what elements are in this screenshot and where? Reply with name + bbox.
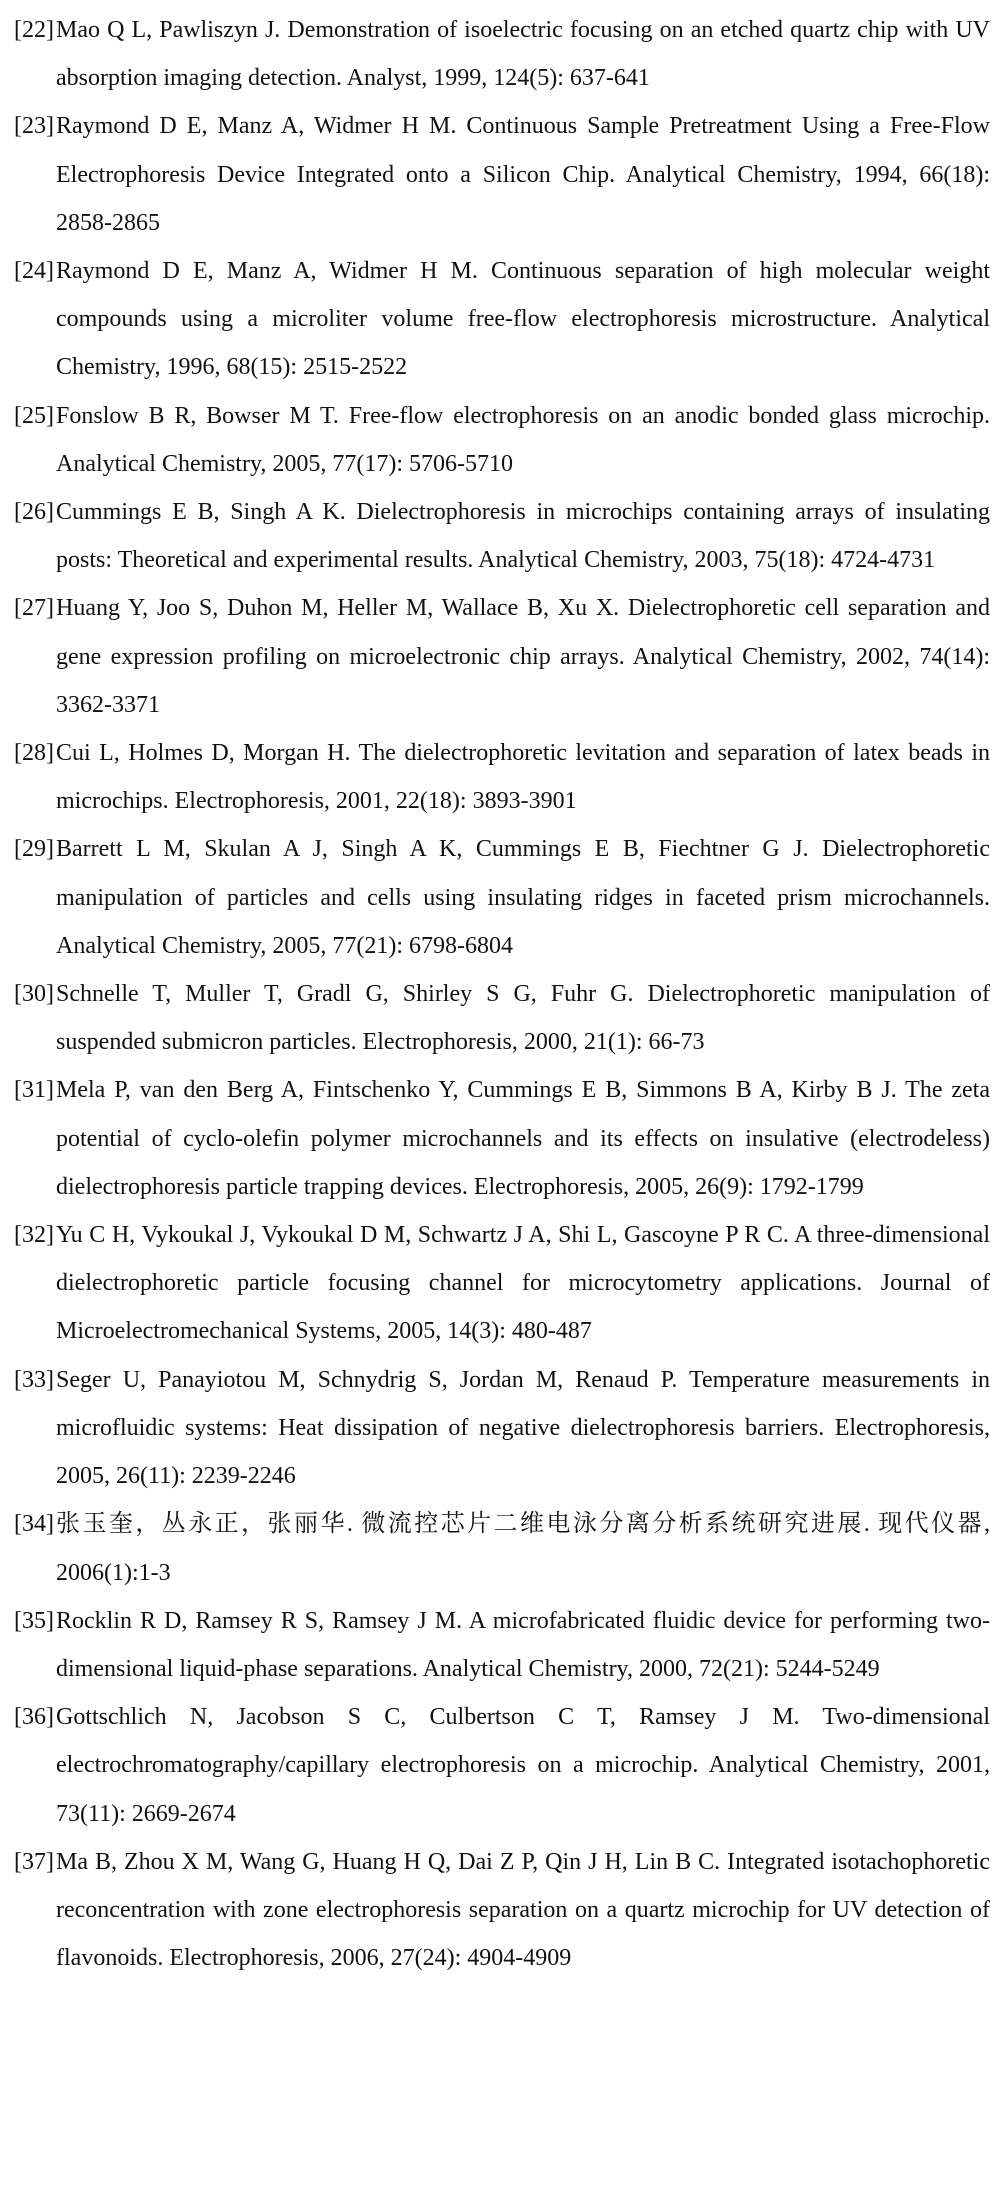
reference-text: Raymond D E, Manz A, Widmer H M. Continuous Sample Pretreatment Using a Free-Flow Electrophoresis Device Integrated onto a Silicon Chip. Analytical Chemistry, 1994, 66(18): 2858-2865 — [56, 113, 990, 236]
reference-text: Schnelle T, Muller T, Gradl G, Shirley S G, Fuhr G. Dielectrophoretic manipulation of suspended submicron particles. Electrophoresis, 2000, 21(1): 66-73 — [56, 981, 990, 1056]
reference-entry — [14, 1356, 990, 1501]
reference-text: Cummings E B, Singh A K. Dielectrophoresis in microchips containing arrays of insulating posts: Theoretical and experimental results. Analytical Chemistry, 2003, 75(18): 4724-4731 — [56, 499, 990, 574]
reference-number: [28] — [14, 740, 54, 767]
reference-entry — [14, 247, 990, 392]
reference-entry — [14, 392, 990, 488]
reference-number: [24] — [14, 258, 54, 285]
reference-text: Mao Q L, Pawliszyn J. Demonstration of isoelectric focusing on an etched quartz chip with UV absorption imaging detection. Analyst, 1999, 124(5): 637-641 — [56, 17, 990, 92]
reference-text: Seger U, Panayiotou M, Schnydrig S, Jordan M, Renaud P. Temperature measurements in microfluidic systems: Heat dissipation of negative dielectrophoresis barriers. Electrophoresis, 2005, 26(11): 2239-2246 — [56, 1366, 990, 1490]
reference-entry — [14, 1066, 990, 1211]
reference-number: [34] — [14, 1511, 54, 1538]
reference-number: [35] — [14, 1607, 54, 1634]
reference-entry — [14, 825, 990, 970]
reference-text: Huang Y, Joo S, Duhon M, Heller M, Wallace B, Xu X. Dielectrophoretic cell separation and gene expression profiling on microelectronic chip arrays. Analytical Chemistry, 2002, 74(14): 3362-3371 — [56, 595, 990, 718]
reference-entry — [14, 102, 990, 247]
reference-number: [36] — [14, 1704, 54, 1731]
reference-entry — [14, 1693, 990, 1838]
reference-entry — [14, 1838, 990, 1983]
reference-text: Yu C H, Vykoukal J, Vykoukal D M, Schwartz J A, Shi L, Gascoyne P R C. A three-dimensional dielectrophoretic particle focusing channel for microcytometry applications. Journal of Microelectromechanical Systems, 2005, 14(3): 480-487 — [56, 1222, 990, 1345]
reference-entry — [14, 1597, 990, 1693]
reference-entry — [14, 584, 990, 729]
reference-text: 张玉奎，丛永正，张丽华. 微流控芯片二维电泳分离分析系统研究进展. 现代仪器, 2006(1):1-3 — [56, 1511, 990, 1586]
reference-entry — [14, 488, 990, 584]
reference-number: [25] — [14, 402, 54, 429]
reference-number: [26] — [14, 499, 54, 526]
reference-number: [23] — [14, 113, 54, 140]
reference-number: [27] — [14, 595, 54, 622]
reference-text: Raymond D E, Manz A, Widmer H M. Continuous separation of high molecular weight compounds using a microliter volume free-flow electrophoresis microstructure. Analytical Chemistry, 1996, 68(15): 2515-2522 — [56, 258, 990, 381]
reference-entry — [14, 6, 990, 102]
reference-entry — [14, 970, 990, 1066]
reference-text: Rocklin R D, Ramsey R S, Ramsey J M. A microfabricated fluidic device for performing two-dimensional liquid-phase separations. Analytical Chemistry, 2000, 72(21): 5244-5249 — [56, 1607, 990, 1682]
reference-text: Fonslow B R, Bowser M T. Free-flow electrophoresis on an anodic bonded glass microchip. Analytical Chemistry, 2005, 77(17): 5706-5710 — [56, 402, 990, 477]
reference-entry — [14, 729, 990, 825]
reference-number: [33] — [14, 1366, 54, 1393]
reference-text: Ma B, Zhou X M, Wang G, Huang H Q, Dai Z P, Qin J H, Lin B C. Integrated isotachophoretic reconcentration with zone electrophoresis separation on a quartz microchip for UV detection of flavonoids. Electrophoresis, 2006, 27(24): 4904-4909 — [56, 1848, 990, 1972]
reference-number: [32] — [14, 1222, 54, 1249]
reference-text: Barrett L M, Skulan A J, Singh A K, Cummings E B, Fiechtner G J. Dielectrophoretic manipulation of particles and cells using insulating ridges in faceted prism microchannels. Analytical Chemistry, 2005, 77(21): 6798-6804 — [56, 836, 990, 959]
reference-text: Gottschlich N, Jacobson S C, Culbertson C T, Ramsey J M. Two-dimensional electrochromatography/capillary electrophoresis on a microchip. Analytical Chemistry, 2001, 73(11): 2669-2674 — [56, 1704, 990, 1827]
reference-entry — [14, 1500, 990, 1596]
reference-entry — [14, 1211, 990, 1356]
reference-number: [22] — [14, 17, 54, 43]
reference-number: [37] — [14, 1848, 54, 1875]
reference-text: Cui L, Holmes D, Morgan H. The dielectrophoretic levitation and separation of latex beads in microchips. Electrophoresis, 2001, 22(18): 3893-3901 — [56, 740, 990, 815]
reference-number: [30] — [14, 981, 54, 1008]
reference-number: [31] — [14, 1077, 54, 1104]
reference-text: Mela P, van den Berg A, Fintschenko Y, Cummings E B, Simmons B A, Kirby B J. The zeta potential of cyclo-olefin polymer microchannels and its effects on insulative (electrodeless) dielectrophoresis particle trapping devices. Electrophoresis, 2005, 26(9): 1792-1799 — [56, 1077, 990, 1200]
reference-number: [29] — [14, 836, 54, 863]
